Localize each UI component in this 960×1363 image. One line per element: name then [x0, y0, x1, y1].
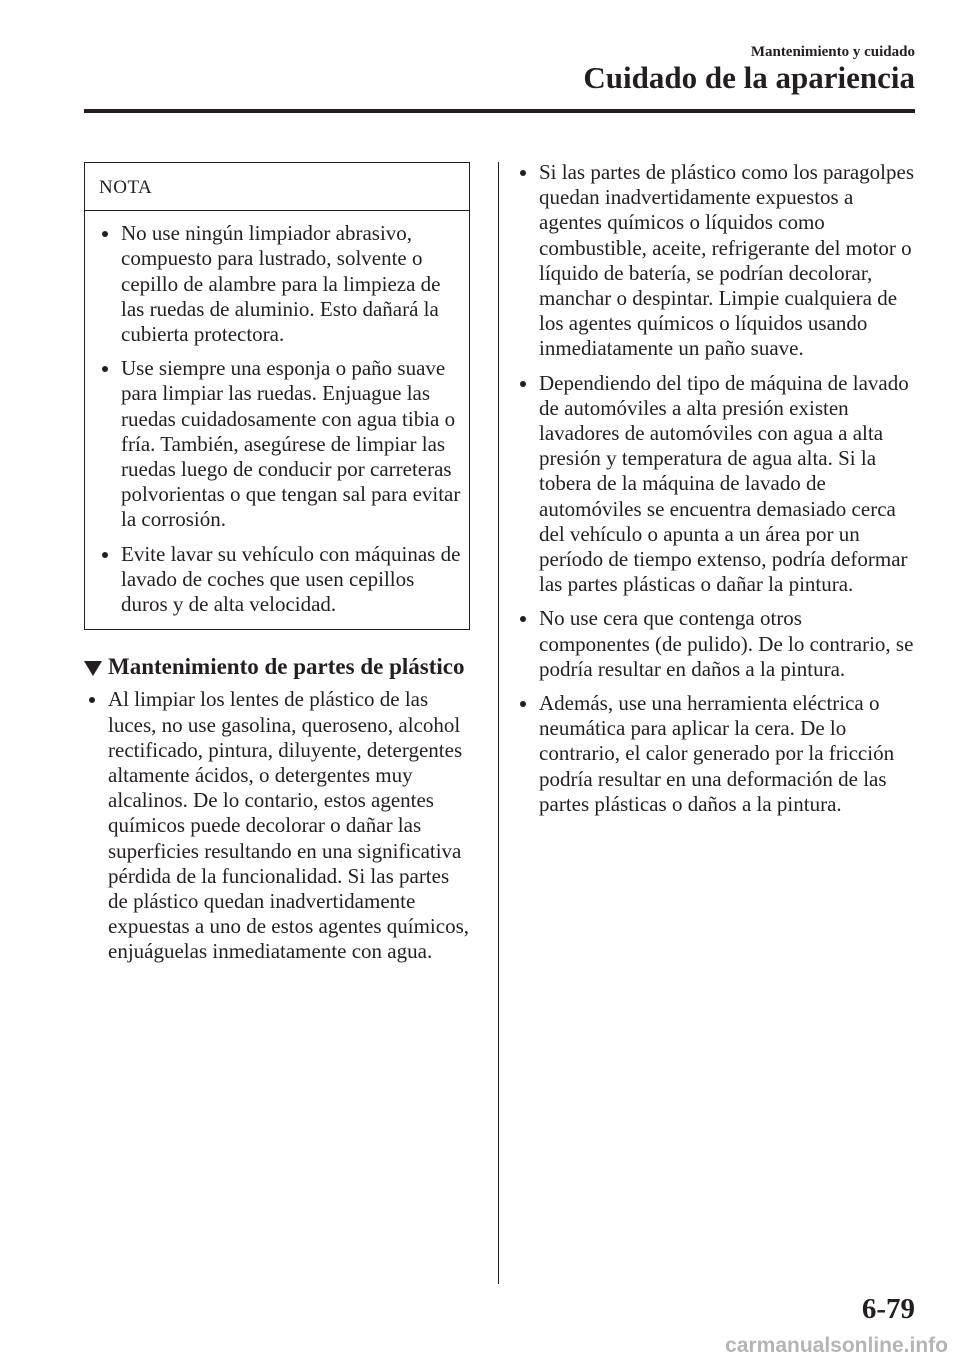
section-list-left: [84, 687, 470, 964]
list-item-text: Dependiendo del tipo de máquina de lavado de automóviles a alta presión existen lavadores de automóviles con agua a alta presión y temperatura de agua alta. Si la tobera de la máquina de lavado de automóviles se encuentra demasiado cerca del vehículo o apunta a un área por un período de tiempo extenso, podría deformar las partes plásticas o dañar la pintura.: [539, 370, 909, 597]
note-body: [85, 211, 469, 629]
right-column: [517, 160, 917, 817]
list-item-text: No use cera que contenga otros componentes (de pulido). De lo contrario, se podría resultar en daños a la pintura.: [539, 606, 914, 681]
note-label: NOTA: [99, 177, 153, 198]
list-item: [86, 687, 470, 964]
bullet-dot-icon: [520, 381, 526, 387]
note-item-text: No use ningún limpiador abrasivo, compuesto para lustrado, solvente o cepillo de alambre para la limpieza de las ruedas de aluminio. Esto dañará la cubierta protectora.: [121, 221, 441, 347]
bullet-dot-icon: [102, 366, 108, 372]
column-divider: [498, 162, 499, 1284]
watermark: carmanualsonline.info: [725, 1334, 948, 1357]
triangle-down-icon: [84, 661, 102, 676]
note-item: [99, 542, 463, 618]
note-item: [99, 356, 463, 532]
left-column: [84, 162, 470, 965]
bullet-dot-icon: [89, 697, 95, 703]
list-item-text: Al limpiar los lentes de plástico de las luces, no use gasolina, queroseno, alcohol rectificado, pintura, diluyente, detergentes altamente ácidos, o detergentes muy alcalinos. De lo contario, estos agentes químicos puede decolorar o dañar las superficies resultando en una significativa pérdida de la funcionalidad. Si las partes de plástico quedan inadvertidamente expuestas a uno de estos agentes químicos, enjuáguelas inmediatamente con agua.: [108, 687, 469, 964]
note-item-text: Use siempre una esponja o paño suave para limpiar las ruedas. Enjuague las ruedas cuidadosamente con agua tibia o fría. También, asegúrese de limpiar las ruedas luego de conducir por carreteras polvorientas o que tengan sal para evitar la corrosión.: [121, 356, 461, 532]
bullet-dot-icon: [520, 701, 526, 707]
list-item: [517, 371, 917, 598]
bullet-dot-icon: [520, 170, 526, 176]
note-box: [84, 162, 470, 630]
bullet-dot-icon: [520, 616, 526, 622]
list-item: [517, 160, 917, 362]
list-item-text: Si las partes de plástico como los paragolpes quedan inadvertidamente expuestos a agentes químicos o líquidos como combustible, aceite, refrigerante del motor o líquido de batería, se podrían decolorar, manchar o despintar. Limpie cualquiera de los agentes químicos o líquidos usando inmediatamente un paño suave.: [539, 160, 914, 361]
note-item: [99, 221, 463, 347]
page-number: 6-79: [861, 1293, 915, 1325]
list-item-text: Además, use una herramienta eléctrica o neumática para aplicar la cera. De lo contrario, el calor generado por la fricción podría resultar en una deformación de las partes plásticas o daños a la pintura.: [539, 691, 895, 816]
section-heading-text: Mantenimiento de partes de plástico: [108, 654, 465, 680]
bullet-dot-icon: [102, 231, 108, 237]
note-item-text: Evite lavar su vehículo con máquinas de lavado de coches que usen cepillos duros y de alta velocidad.: [121, 541, 461, 617]
bullet-dot-icon: [102, 552, 108, 558]
page-title: Cuidado de la apariencia: [583, 60, 915, 95]
header-section-label: Mantenimiento y cuidado: [750, 44, 915, 60]
section-heading: [84, 654, 470, 679]
header-rule: [84, 109, 915, 113]
list-item: [517, 691, 917, 817]
list-item: [517, 606, 917, 682]
